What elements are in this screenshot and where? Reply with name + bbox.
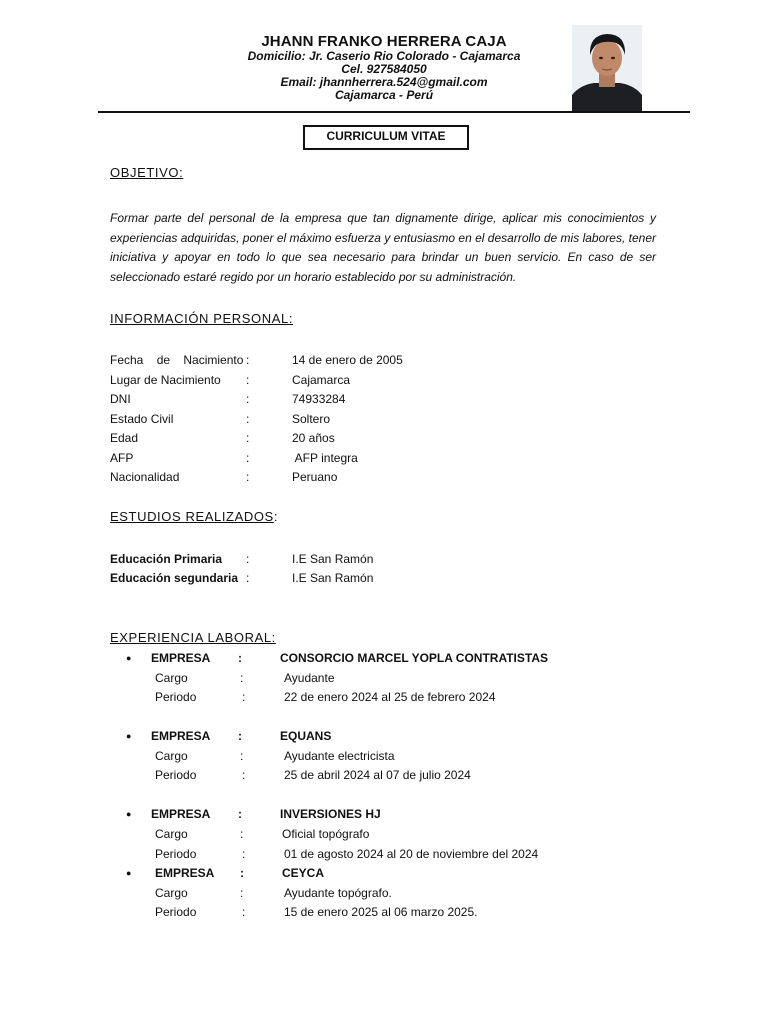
period-label: Periodo xyxy=(155,905,197,919)
company-label: EMPRESA xyxy=(155,866,215,880)
address-line: Domicilio: Jr. Caserio Rio Colorado - Cajamarca xyxy=(247,49,521,63)
personal-value: 74933284 xyxy=(292,392,346,406)
personal-label: Fecha de Nacimiento xyxy=(110,353,244,367)
role-value: Ayudante electricista xyxy=(284,749,395,763)
company-name: EQUANS xyxy=(280,729,332,743)
email-line: Email: jhannherrera.524@gmail.com xyxy=(280,75,488,89)
phone-line: Cel. 927584050 xyxy=(341,62,427,76)
study-label: Educación segundaria xyxy=(110,571,239,585)
company-label: EMPRESA xyxy=(151,651,211,665)
period-value: 22 de enero 2024 al 25 de febrero 2024 xyxy=(284,690,496,704)
colon: : xyxy=(240,827,244,841)
period-value: 15 de enero 2025 al 06 marzo 2025. xyxy=(284,905,478,919)
personal-label: DNI xyxy=(110,392,131,406)
colon: : xyxy=(246,451,250,465)
profile-photo xyxy=(572,25,642,112)
colon: : xyxy=(246,470,250,484)
objective-text: Formar parte del personal de la empresa que tan dignamente dirige, aplicar mis conocimientos y experiencias adquiridas, poner el máximo esfuerza y entusiasmo en el desarrollo de mis labores, tener iniciativa y apoyar en todo lo que sea necesario para brindar un buen servicio. En caso de ser seleccionado estaré regido por un horario establecido por su administración. xyxy=(110,211,656,285)
study-value: I.E San Ramón xyxy=(292,571,374,585)
colon: : xyxy=(246,431,250,445)
role-label: Cargo xyxy=(155,671,188,685)
colon: : xyxy=(242,690,246,704)
company-name: CONSORCIO MARCEL YOPLA CONTRATISTAS xyxy=(280,651,549,665)
role-value: Oficial topógrafo xyxy=(282,827,370,841)
bullet-icon: ● xyxy=(126,809,132,819)
colon: : xyxy=(246,373,250,387)
role-value: Ayudante xyxy=(284,671,335,685)
personal-label: Lugar de Nacimiento xyxy=(110,373,221,387)
location-line: Cajamarca - Perú xyxy=(334,88,434,102)
bullet-icon: ● xyxy=(126,731,132,741)
role-value: Ayudante topógrafo. xyxy=(284,886,392,900)
colon: : xyxy=(238,807,242,821)
colon: : xyxy=(246,571,250,585)
period-label: Periodo xyxy=(155,768,197,782)
period-value: 01 de agosto 2024 al 20 de noviembre del 2024 xyxy=(284,847,539,861)
company-name: CEYCA xyxy=(282,866,325,880)
personal-label: AFP xyxy=(110,451,134,465)
bullet-icon: ● xyxy=(126,653,132,663)
colon: : xyxy=(240,866,244,880)
period-label: Periodo xyxy=(155,690,197,704)
personal-value: AFP integra xyxy=(292,451,358,465)
colon: : xyxy=(238,651,242,665)
company-label: EMPRESA xyxy=(151,807,211,821)
experience-heading: EXPERIENCIA LABORAL: xyxy=(110,630,276,645)
colon: : xyxy=(238,729,242,743)
objective-heading: OBJETIVO: xyxy=(110,165,184,180)
study-value: I.E San Ramón xyxy=(292,552,374,566)
colon: : xyxy=(246,392,250,406)
candidate-name: JHANN FRANKO HERRERA CAJA xyxy=(261,33,507,50)
personal-label: Nacionalidad xyxy=(110,470,180,484)
personal-value: 14 de enero de 2005 xyxy=(292,353,403,367)
company-name: INVERSIONES HJ xyxy=(280,807,381,821)
personal-info-heading: INFORMACIÓN PERSONAL: xyxy=(110,311,294,326)
colon: : xyxy=(246,412,250,426)
role-label: Cargo xyxy=(155,749,188,763)
period-value: 25 de abril 2024 al 07 de julio 2024 xyxy=(284,768,471,782)
role-label: Cargo xyxy=(155,886,188,900)
colon: : xyxy=(240,749,244,763)
study-label: Educación Primaria xyxy=(110,552,223,566)
header-divider xyxy=(98,111,690,113)
personal-label: Estado Civil xyxy=(110,412,174,426)
colon: : xyxy=(246,353,250,367)
period-label: Periodo xyxy=(155,847,197,861)
personal-value: 20 años xyxy=(292,431,335,445)
personal-value: Cajamarca xyxy=(292,373,351,387)
colon: : xyxy=(242,768,246,782)
company-label: EMPRESA xyxy=(151,729,211,743)
colon: : xyxy=(246,552,250,566)
colon: : xyxy=(242,905,246,919)
cv-title: CURRICULUM VITAE xyxy=(326,129,446,143)
colon: : xyxy=(242,847,246,861)
studies-heading: ESTUDIOS REALIZADOS: xyxy=(110,509,279,524)
personal-value: Peruano xyxy=(292,470,338,484)
colon: : xyxy=(240,886,244,900)
personal-label: Edad xyxy=(110,431,139,445)
bullet-icon: ● xyxy=(126,868,132,878)
colon: : xyxy=(240,671,244,685)
role-label: Cargo xyxy=(155,827,188,841)
personal-value: Soltero xyxy=(292,412,331,426)
